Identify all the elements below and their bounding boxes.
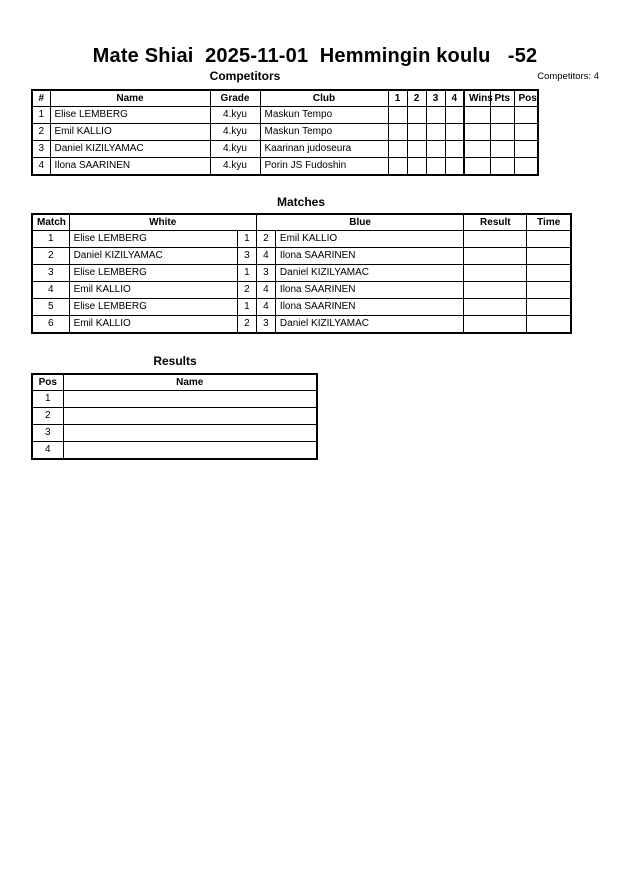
- match-number: 4: [32, 282, 69, 299]
- score-cell-1: [388, 141, 407, 158]
- competitor-grade: 4.kyu: [210, 107, 260, 124]
- result-name: [63, 442, 317, 460]
- competitor-club: Maskun Tempo: [260, 124, 388, 141]
- col-header-points: Pts: [490, 90, 514, 107]
- match-number: 3: [32, 265, 69, 282]
- score-cell-4: [445, 141, 464, 158]
- competitors-count: Competitors: 4: [537, 71, 599, 82]
- blue-number: 3: [256, 316, 275, 334]
- blue-competitor: Ilona SAARINEN: [275, 248, 463, 265]
- white-number: 1: [237, 231, 256, 248]
- score-cell-4: [445, 107, 464, 124]
- result-row: [32, 408, 317, 425]
- blue-competitor: Emil KALLIO: [275, 231, 463, 248]
- score-cell-3: [426, 158, 445, 176]
- blue-number: 2: [256, 231, 275, 248]
- blue-competitor: Ilona SAARINEN: [275, 282, 463, 299]
- col-header-wins: Wins: [464, 90, 490, 107]
- result-name: [63, 408, 317, 425]
- wins-cell: [464, 141, 490, 158]
- competitor-club: Kaarinan judoseura: [260, 141, 388, 158]
- result-row: [32, 442, 317, 460]
- col-header-opponent-4: 4: [445, 90, 464, 107]
- white-competitor: Elise LEMBERG: [69, 299, 237, 316]
- match-row: [32, 231, 571, 248]
- white-number: 3: [237, 248, 256, 265]
- points-cell: [490, 107, 514, 124]
- match-row: [32, 282, 571, 299]
- time-cell: [527, 231, 571, 248]
- result-cell: [464, 265, 527, 282]
- score-cell-3: [426, 124, 445, 141]
- score-cell-1: [388, 158, 407, 176]
- score-cell-2: [407, 107, 426, 124]
- time-cell: [527, 316, 571, 334]
- col-header-grade: Grade: [210, 90, 260, 107]
- time-cell: [527, 265, 571, 282]
- position-cell: [514, 124, 538, 141]
- competitors-table: [31, 89, 539, 176]
- match-row: [32, 316, 571, 334]
- results-heading: Results: [153, 354, 197, 368]
- result-row: [32, 391, 317, 408]
- col-header-pos: Pos: [32, 374, 63, 391]
- match-number: 6: [32, 316, 69, 334]
- competitor-name: Daniel KIZILYAMAC: [50, 141, 210, 158]
- blue-number: 4: [256, 282, 275, 299]
- score-cell-2: [407, 124, 426, 141]
- result-cell: [464, 316, 527, 334]
- wins-cell: [464, 107, 490, 124]
- col-header-opponent-3: 3: [426, 90, 445, 107]
- time-cell: [527, 299, 571, 316]
- blue-competitor: Daniel KIZILYAMAC: [275, 316, 463, 334]
- competitor-number: 2: [32, 124, 50, 141]
- competitor-row: [32, 124, 538, 141]
- page-title: Mate Shiai 2025-11-01 Hemmingin koulu -52: [92, 45, 538, 67]
- position-cell: [514, 107, 538, 124]
- result-position: 4: [32, 442, 63, 460]
- competitor-name: Ilona SAARINEN: [50, 158, 210, 176]
- blue-competitor: Daniel KIZILYAMAC: [275, 265, 463, 282]
- result-cell: [464, 248, 527, 265]
- white-number: 2: [237, 282, 256, 299]
- white-number: 1: [237, 299, 256, 316]
- results-header-row: [32, 374, 317, 391]
- competitor-grade: 4.kyu: [210, 124, 260, 141]
- competitor-number: 4: [32, 158, 50, 176]
- competitor-club: Maskun Tempo: [260, 107, 388, 124]
- score-cell-3: [426, 141, 445, 158]
- blue-number: 3: [256, 265, 275, 282]
- col-header-blue: Blue: [256, 214, 463, 231]
- result-position: 1: [32, 391, 63, 408]
- col-header-result: Result: [464, 214, 527, 231]
- col-header-white: White: [69, 214, 256, 231]
- result-position: 3: [32, 425, 63, 442]
- result-name: [63, 425, 317, 442]
- match-row: [32, 265, 571, 282]
- time-cell: [527, 248, 571, 265]
- col-header-time: Time: [527, 214, 571, 231]
- competitors-header-row: [32, 90, 538, 107]
- col-header-opponent-1: 1: [388, 90, 407, 107]
- match-row: [32, 248, 571, 265]
- match-number: 1: [32, 231, 69, 248]
- competitors-heading: Competitors: [209, 69, 281, 83]
- blue-competitor: Ilona SAARINEN: [275, 299, 463, 316]
- white-competitor: Elise LEMBERG: [69, 231, 237, 248]
- white-number: 2: [237, 316, 256, 334]
- points-cell: [490, 141, 514, 158]
- white-competitor: Daniel KIZILYAMAC: [69, 248, 237, 265]
- result-name: [63, 391, 317, 408]
- competitor-grade: 4.kyu: [210, 141, 260, 158]
- col-header-name: Name: [50, 90, 210, 107]
- blue-number: 4: [256, 248, 275, 265]
- col-header-match: Match: [32, 214, 69, 231]
- matches-heading: Matches: [276, 195, 326, 209]
- points-cell: [490, 124, 514, 141]
- white-competitor: Emil KALLIO: [69, 316, 237, 334]
- score-cell-4: [445, 124, 464, 141]
- score-cell-1: [388, 124, 407, 141]
- competitor-number: 1: [32, 107, 50, 124]
- matches-header-row: [32, 214, 571, 231]
- score-cell-2: [407, 158, 426, 176]
- match-row: [32, 299, 571, 316]
- result-cell: [464, 231, 527, 248]
- competitor-grade: 4.kyu: [210, 158, 260, 176]
- col-header-club: Club: [260, 90, 388, 107]
- white-number: 1: [237, 265, 256, 282]
- white-competitor: Emil KALLIO: [69, 282, 237, 299]
- match-number: 5: [32, 299, 69, 316]
- white-competitor: Elise LEMBERG: [69, 265, 237, 282]
- blue-number: 4: [256, 299, 275, 316]
- result-position: 2: [32, 408, 63, 425]
- score-cell-2: [407, 141, 426, 158]
- score-cell-1: [388, 107, 407, 124]
- result-cell: [464, 299, 527, 316]
- competitor-name: Emil KALLIO: [50, 124, 210, 141]
- matches-table: [31, 213, 572, 334]
- wins-cell: [464, 158, 490, 176]
- score-cell-4: [445, 158, 464, 176]
- col-header-result-name: Name: [63, 374, 317, 391]
- position-cell: [514, 141, 538, 158]
- competitor-club: Porin JS Fudoshin: [260, 158, 388, 176]
- result-cell: [464, 282, 527, 299]
- points-cell: [490, 158, 514, 176]
- competitor-number: 3: [32, 141, 50, 158]
- competitor-row: [32, 141, 538, 158]
- competitor-name: Elise LEMBERG: [50, 107, 210, 124]
- match-number: 2: [32, 248, 69, 265]
- position-cell: [514, 158, 538, 176]
- wins-cell: [464, 124, 490, 141]
- results-table: [31, 373, 318, 460]
- competitor-row: [32, 107, 538, 124]
- col-header-opponent-2: 2: [407, 90, 426, 107]
- col-header-number: #: [32, 90, 50, 107]
- score-cell-3: [426, 107, 445, 124]
- col-header-position: Pos: [514, 90, 538, 107]
- time-cell: [527, 282, 571, 299]
- result-row: [32, 425, 317, 442]
- competitor-row: [32, 158, 538, 176]
